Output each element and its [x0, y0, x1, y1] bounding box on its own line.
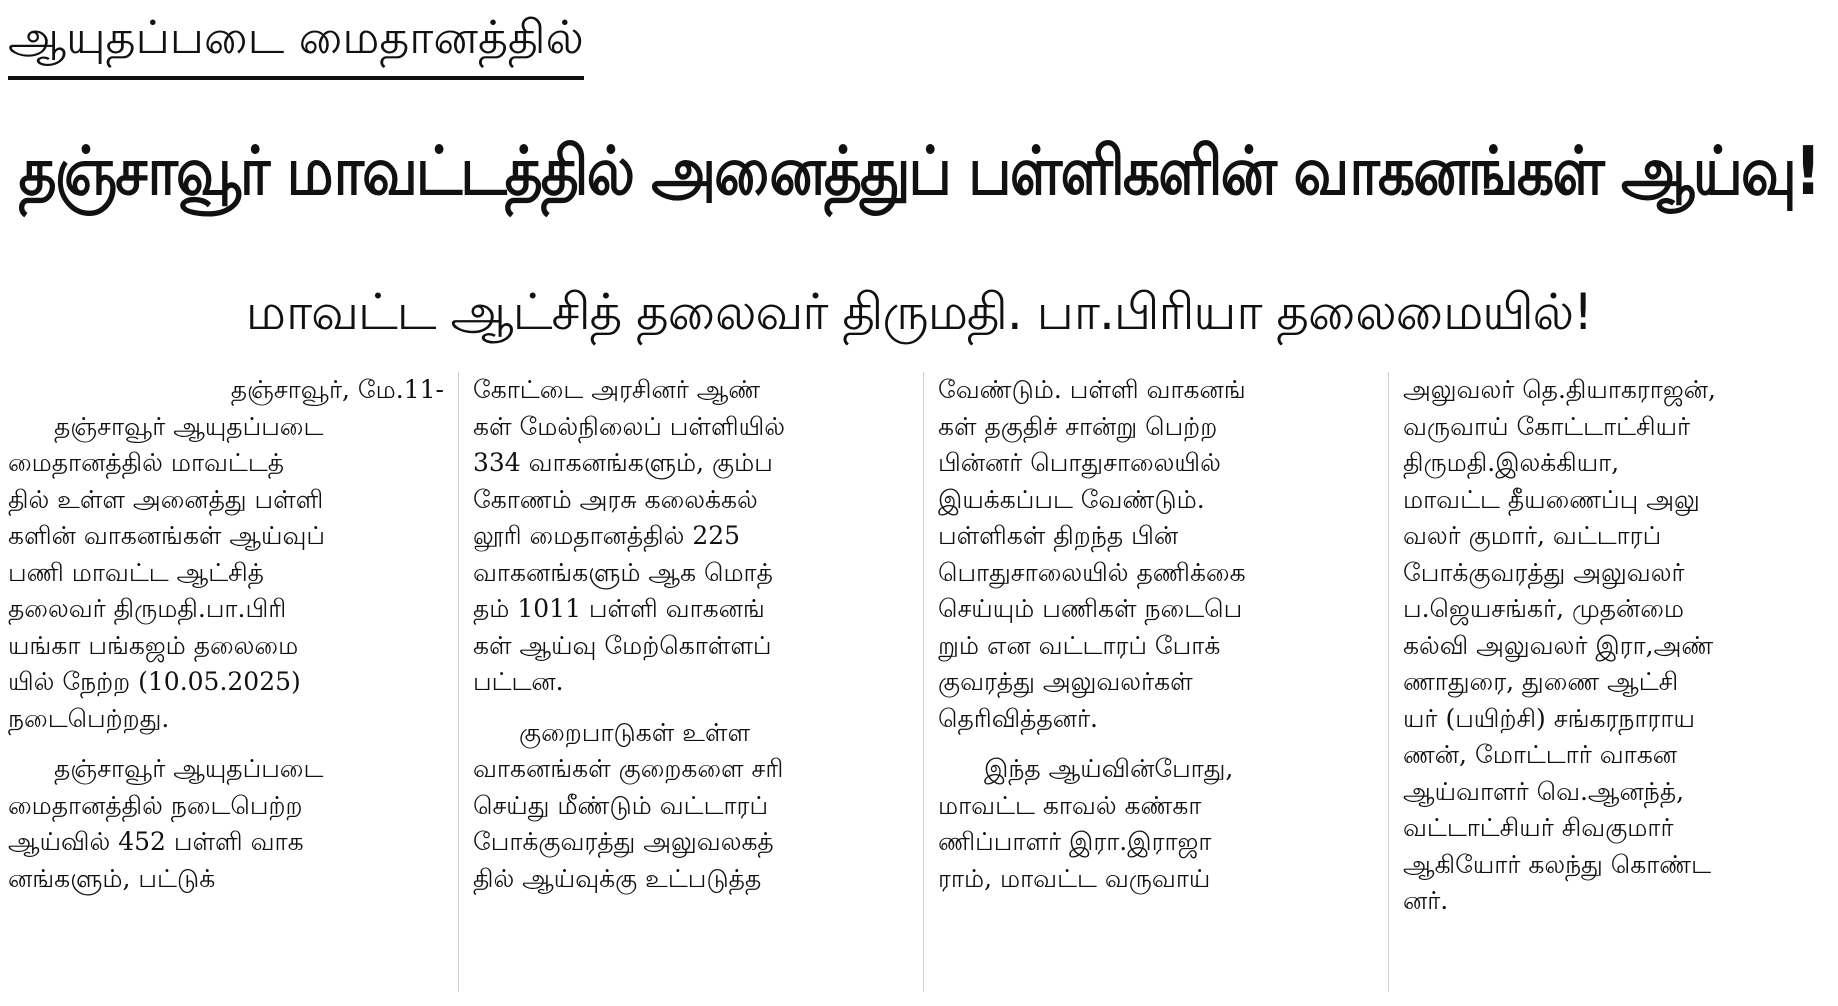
column-divider — [1388, 372, 1389, 992]
paragraph-line: இந்த ஆய்வின்போது, — [984, 754, 1234, 783]
paragraph-line: மாவட்ட காவல் கண்கா — [938, 790, 1202, 820]
paragraph-line: பின்னர் பொதுசாலையில் — [938, 448, 1221, 477]
paragraph-line: மாவட்ட தீயணைப்பு அலு — [1403, 484, 1700, 514]
paragraph-line: அலுவலர் தெ.தியாகராஜன், — [1403, 375, 1716, 404]
paragraph-line: னங்களும், பட்டுக் — [8, 863, 216, 893]
paragraph-line: வருவாய் கோட்டாட்சியர் — [1403, 411, 1691, 441]
paragraph-line: கோட்டை அரசினர் ஆண் — [473, 375, 761, 404]
paragraph-line: பொதுசாலையில் தணிக்கை — [938, 557, 1246, 587]
paragraph-line: குறைபாடுகள் உள்ள — [519, 717, 751, 747]
paragraph-line: செய்யும் பணிகள் நடைபெ — [938, 594, 1243, 623]
paragraph-line: கள் மேல்நிலைப் பள்ளியில் — [473, 411, 785, 441]
paragraph-line: மைதானத்தில் மாவட்டத் — [8, 448, 285, 477]
paragraph-line: வலர் குமார், வட்டாரப் — [1403, 521, 1662, 550]
paragraph-line: பள்ளிகள் திறந்த பின் — [938, 521, 1179, 550]
paragraph-line: இயக்கப்பட வேண்டும். — [938, 484, 1205, 514]
paragraph-line: ணிப்பாளர் இரா.இராஜா — [938, 827, 1212, 856]
paragraph-line: வட்டாட்சியர் சிவகுமார் — [1403, 813, 1674, 842]
paragraph-line: கோணம் அரசு கலைக்கல் — [473, 484, 758, 514]
paragraph-line: திருமதி.இலக்கியா, — [1403, 448, 1620, 477]
paragraph-line: யில் நேற்ற (10.05.2025) — [8, 667, 301, 696]
paragraph-line: செய்து மீண்டும் வட்டாரப் — [473, 790, 769, 820]
paragraph-line: போக்குவரத்து அலுவலர் — [1403, 557, 1685, 587]
paragraph-line: ணன், மோட்டார் வாகன — [1403, 740, 1677, 769]
sub-headline: மாவட்ட ஆட்சித் தலைவர் திருமதி. பா.பிரியா தலைமையில்! — [245, 283, 1593, 341]
dateline: தஞ்சாவூர், மே.11- — [230, 375, 444, 404]
paragraph-line: மைதானத்தில் நடைபெற்ற — [8, 790, 303, 820]
paragraph-line: ஆய்வில் 452 பள்ளி வாக — [8, 827, 304, 856]
paragraph-line: போக்குவரத்து அலுவலகத் — [473, 827, 774, 856]
paragraph-line: றும் என வட்டாரப் போக் — [938, 630, 1221, 660]
paragraph-line: 334 வாகனங்களும், கும்ப — [473, 448, 773, 477]
main-headline: தஞ்சாவூர் மாவட்டத்தில் அனைத்துப் பள்ளிகளின் வாகனங்கள் ஆய்வு! — [18, 131, 1820, 211]
paragraph-line: லூரி மைதானத்தில் 225 — [473, 521, 741, 550]
paragraph-line: தஞ்சாவூர் ஆயுதப்படை — [54, 754, 324, 783]
paragraph-line: கள் ஆய்வு மேற்கொள்ளப் — [473, 630, 772, 660]
paragraph-line: தில் உள்ள அனைத்து பள்ளி — [8, 484, 324, 514]
paragraph-line: ணாதுரை, துணை ஆட்சி — [1403, 667, 1679, 696]
paragraph-line: குவரத்து அலுவலர்கள் — [938, 667, 1193, 696]
article-column-2 — [473, 372, 909, 1002]
paragraph-line: வேண்டும். பள்ளி வாகனங் — [938, 375, 1246, 404]
paragraph-line: ராம், மாவட்ட வருவாய் — [938, 863, 1211, 893]
paragraph-line: வாகனங்கள் குறைகளை சரி — [473, 754, 784, 783]
paragraph-line: னர். — [1403, 886, 1449, 915]
paragraph-line: தஞ்சாவூர் ஆயுதப்படை — [54, 411, 324, 441]
paragraph-line: ப.ஜெயசங்கர், முதன்மை — [1403, 594, 1685, 623]
article-column-4 — [1403, 372, 1838, 1002]
paragraph-line: களின் வாகனங்கள் ஆய்வுப் — [8, 521, 326, 550]
paragraph-line: தெரிவித்தனர். — [938, 703, 1098, 733]
paragraph-line: ஆகியோர் கலந்து கொண்ட — [1403, 849, 1711, 879]
column-divider — [458, 372, 459, 992]
paragraph-line: நடைபெற்றது. — [8, 703, 170, 733]
paragraph-line: பட்டன. — [473, 667, 564, 696]
paragraph-line: கள் தகுதிச் சான்று பெற்ற — [938, 411, 1218, 441]
paragraph-line: தில் ஆய்வுக்கு உட்படுத்த — [473, 863, 762, 893]
paragraph-line: ஆய்வாளர் வெ.ஆனந்த், — [1403, 776, 1685, 806]
article-body — [8, 372, 1832, 1002]
paragraph-line: வாகனங்களும் ஆக மொத் — [473, 557, 773, 587]
article-column-3 — [938, 372, 1374, 1002]
column-divider — [923, 372, 924, 992]
paragraph-line: யர் (பயிற்சி) சங்கரநாராய — [1403, 703, 1695, 733]
paragraph-line: கல்வி அலுவலர் இரா,அண் — [1403, 630, 1714, 660]
kicker-headline: ஆயுதப்படை மைதானத்தில் — [8, 2, 584, 80]
paragraph-line: யங்கா பங்கஜம் தலைமை — [8, 630, 299, 660]
paragraph-line: பணி மாவட்ட ஆட்சித் — [8, 557, 264, 587]
article-column-1 — [8, 372, 444, 1002]
paragraph-line: தலைவர் திருமதி.பா.பிரி — [8, 594, 287, 623]
paragraph-line: தம் 1011 பள்ளி வாகனங் — [473, 594, 765, 623]
